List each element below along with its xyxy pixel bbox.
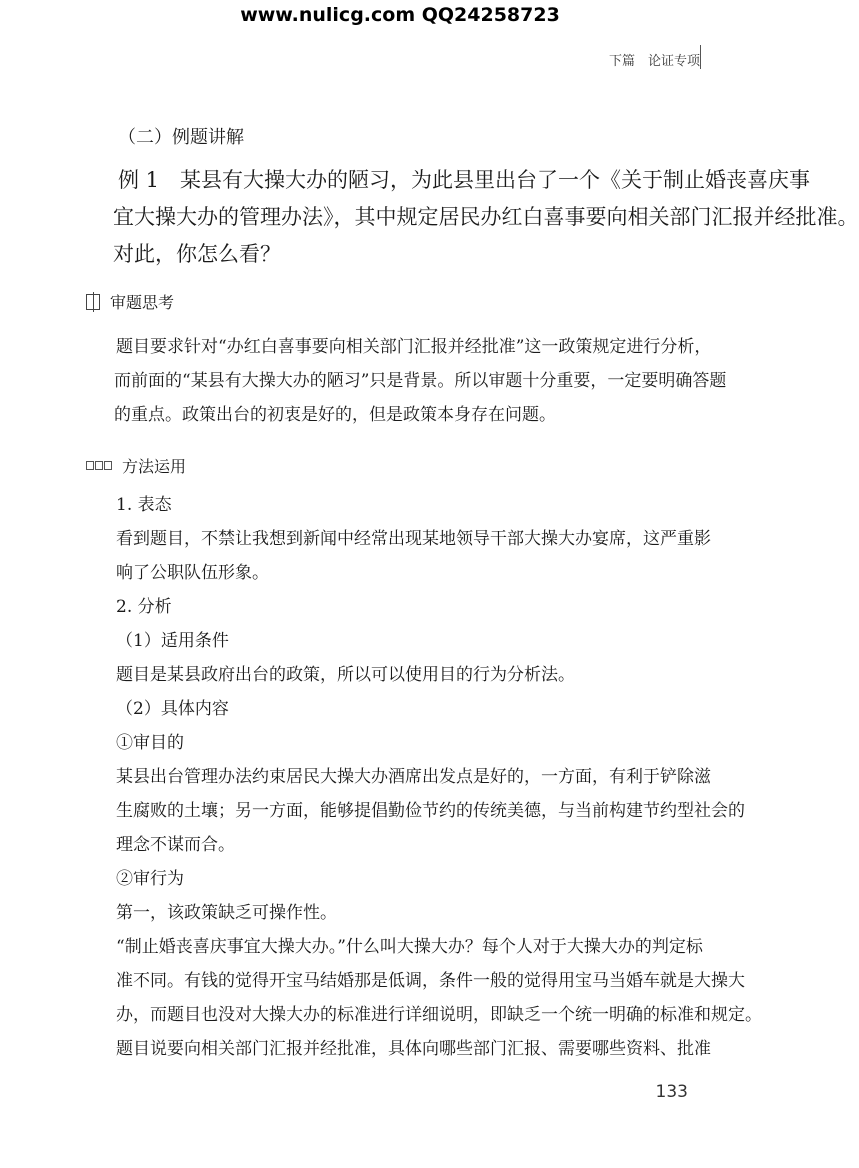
method-line: 某县出台管理办法约束居民大操大办酒席出发点是好的，一方面，有利于铲除滋 — [116, 767, 711, 787]
section-title: （二）例题讲解 — [118, 127, 244, 148]
analysis-heading — [86, 290, 666, 313]
method-heading — [86, 454, 666, 477]
method-line: 响了公职队伍形象。 — [116, 563, 269, 583]
analysis-block — [114, 330, 727, 432]
example-line: 例 1 某县有大操大办的陋习，为此县里出台了一个《关于制止婚丧喜庆事 — [118, 168, 811, 192]
method-line: ①审目的 — [116, 733, 184, 753]
analysis-line: 而前面的“某县有大操大办的陋习”只是背景。所以审题十分重要，一定要明确答题 — [114, 371, 727, 391]
method-line: 理念不谋而合。 — [116, 835, 235, 855]
analysis-line: 题目要求针对“办红白喜事要向相关部门汇报并经批准”这一政策规定进行分析， — [116, 337, 712, 357]
analysis-line: 的重点。政策出台的初衷是好的，但是政策本身存在问题。 — [114, 405, 556, 425]
analysis-heading-text: 审题思考 — [110, 293, 175, 312]
method-line: 看到题目，不禁让我想到新闻中经常出现某地领导干部大操大办宴席，这严重影 — [116, 529, 711, 549]
document-frame-icon — [86, 294, 100, 310]
method-line: 题目说要向相关部门汇报并经批准，具体向哪些部门汇报、需要哪些资料、批准 — [116, 1039, 711, 1059]
running-head: 下篇 论证专项 — [608, 54, 700, 69]
example-line: 宜大操大办的管理办法》，其中规定居民办红白喜事要向相关部门汇报并经批准。 — [113, 205, 859, 229]
method-line: 准不同。有钱的觉得开宝马结婚那是低调，条件一般的觉得用宝马当婚车就是大操大 — [116, 971, 745, 991]
method-heading-text: 方法运用 — [122, 457, 187, 476]
running-head-divider — [700, 45, 701, 69]
method-line: 1. 表态 — [116, 495, 172, 515]
method-line: （1）适用条件 — [116, 631, 229, 651]
section-heading-block — [118, 123, 698, 149]
method-line: 生腐败的土壤；另一方面，能够提倡勤俭节约的传统美德，与当前构建节约型社会的 — [116, 801, 745, 821]
watermark: www.nulicg.com QQ24258723 — [240, 4, 560, 26]
method-tool-icon — [86, 461, 112, 470]
method-line: ②审行为 — [116, 869, 184, 889]
method-line: （2）具体内容 — [116, 699, 229, 719]
method-line: 题目是某县政府出台的政策，所以可以使用目的行为分析法。 — [116, 665, 575, 685]
method-block — [116, 488, 762, 1066]
method-line: 办，而题目也没对大操大办的标准进行详细说明，即缺乏一个统一明确的标准和规定。 — [116, 1005, 762, 1025]
method-line: 第一，该政策缺乏可操作性。 — [116, 903, 337, 923]
page-number: 133 — [655, 1082, 688, 1102]
example-line: 对此，你怎么看？ — [113, 242, 281, 266]
method-line: 2. 分析 — [116, 597, 172, 617]
method-line: “制止婚丧喜庆事宜大操大办。”什么叫大操大办？每个人对于大操大办的判定标 — [116, 937, 703, 957]
example-block — [113, 162, 859, 273]
